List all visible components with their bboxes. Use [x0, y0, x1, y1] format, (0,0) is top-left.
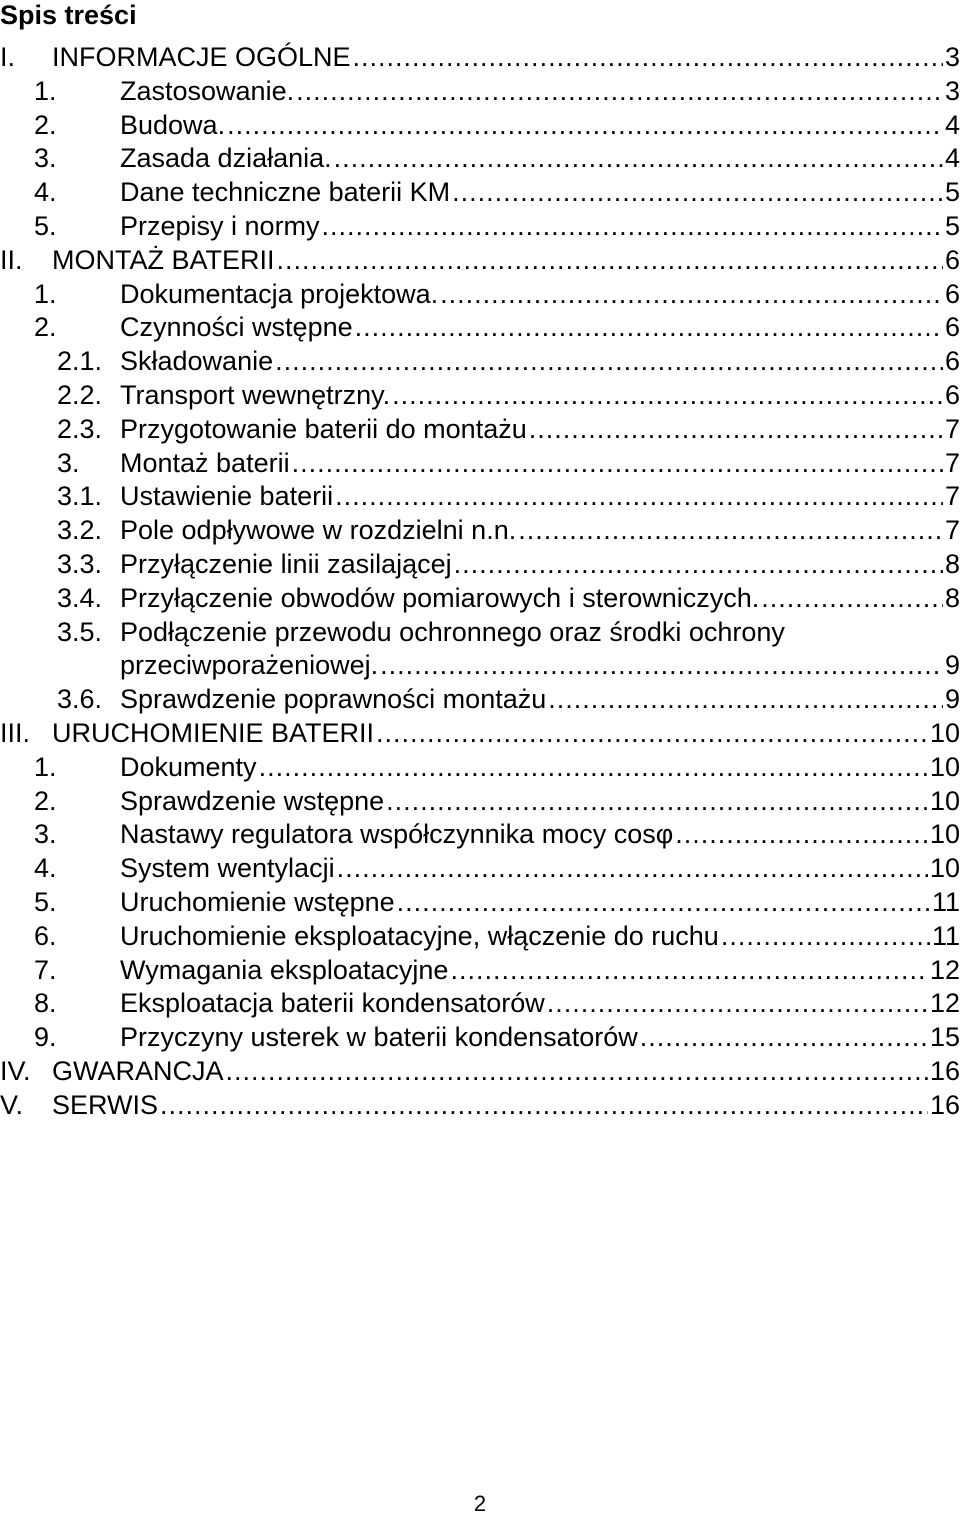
toc-entry-page: 6: [944, 278, 960, 309]
toc-entry-page: 16: [929, 1089, 960, 1120]
toc-entry-page: 6: [944, 346, 960, 377]
dot-leader: [374, 716, 928, 750]
toc-entry[interactable]: [0, 108, 960, 142]
toc-entry-title: Wymagania eksploatacyjne: [120, 954, 449, 985]
dot-leader: [335, 851, 928, 885]
toc-entry-page: 10: [929, 819, 960, 850]
toc-entry-page: 10: [929, 853, 960, 884]
toc-entry-page: 10: [929, 785, 960, 816]
toc-entry-page: 6: [944, 312, 960, 343]
toc-entry-number: 3.5.: [57, 616, 103, 647]
toc-entry-page: 7: [944, 447, 960, 478]
toc-entry-title: Ustawienie baterii: [120, 481, 334, 512]
toc-entry-page: 5: [944, 210, 960, 241]
dot-leader: [395, 885, 930, 919]
toc-entry-number: 2.1.: [57, 346, 103, 377]
dot-leader: [450, 175, 943, 209]
toc-entry-title: Podłączenie przewodu ochronnego oraz środki ochrony: [120, 616, 785, 647]
toc-entry-page: 10: [929, 751, 960, 782]
toc-entry[interactable]: [0, 175, 960, 209]
dot-leader: [448, 953, 928, 987]
toc-entry[interactable]: [0, 378, 960, 412]
toc-entry-number: IV.: [0, 1055, 31, 1086]
dot-leader: [275, 243, 943, 277]
toc-entry-title: URUCHOMIENIE BATERII: [52, 717, 375, 748]
toc-entry-title: Sprawdzenie wstępne: [120, 785, 385, 816]
dot-leader: [294, 74, 943, 108]
toc-entry-title: Składowanie: [120, 346, 274, 377]
toc-entry-page: 3: [944, 75, 960, 106]
toc-entry-number: 3.: [34, 143, 57, 174]
toc-entry-number: 4.: [34, 177, 57, 208]
toc-entry-page: 7: [944, 413, 960, 444]
toc-entry-page: 4: [944, 143, 960, 174]
toc-entry-title: Zasada działania.: [120, 143, 332, 174]
toc-entry-continuation[interactable]: [0, 648, 960, 682]
toc-entry-page: 12: [929, 988, 960, 1019]
toc-entry[interactable]: [0, 682, 960, 716]
toc-entry[interactable]: [0, 513, 960, 547]
dot-leader: [438, 277, 943, 311]
toc-entry-title: SERWIS: [52, 1089, 159, 1120]
toc-entry-page: 5: [944, 177, 960, 208]
toc-entry-page: 8: [944, 548, 960, 579]
toc-entry-title: Eksploatacja baterii kondensatorów: [120, 988, 545, 1019]
toc-entry[interactable]: [0, 750, 960, 784]
toc-entry-number: 3.2.: [57, 515, 103, 546]
toc-entry-title: Czynności wstępne: [120, 312, 353, 343]
dot-leader: [719, 919, 930, 953]
dot-leader: [333, 479, 943, 513]
toc-entry[interactable]: [0, 986, 960, 1020]
toc-entry[interactable]: [0, 310, 960, 344]
toc-entry-page: 11: [931, 920, 960, 951]
toc-entry-number: 5.: [34, 886, 57, 917]
dot-leader: [351, 40, 943, 74]
toc-entry-number: 1.: [34, 75, 57, 106]
toc-entry[interactable]: [0, 547, 960, 581]
toc-entry-number: 7.: [34, 954, 57, 985]
toc-entry-page: 4: [944, 109, 960, 140]
toc-entry[interactable]: [0, 919, 960, 953]
toc-entry[interactable]: [0, 1020, 960, 1054]
toc-entry-number: 9.: [34, 1022, 57, 1053]
dot-leader: [673, 817, 928, 851]
toc-entry-page: 8: [944, 582, 960, 613]
toc-entry-number: 1.: [34, 751, 57, 782]
toc-entry-title: Uruchomienie wstępne: [120, 886, 395, 917]
toc-entry-page: 11: [931, 886, 960, 917]
toc-entry[interactable]: [0, 40, 960, 74]
page-number: 2: [473, 1491, 487, 1516]
toc-entry-title: Dokumenty: [120, 751, 257, 782]
dot-leader: [257, 750, 928, 784]
toc-entry-page: 16: [929, 1055, 960, 1086]
dot-leader: [290, 446, 943, 480]
toc-entry-title: Przyłączenie linii zasilającej: [120, 548, 452, 579]
dot-leader: [545, 986, 928, 1020]
toc-entry-title: Przyłączenie obwodów pomiarowych i sterowniczych.: [120, 582, 760, 613]
dot-leader: [452, 547, 943, 581]
dot-leader: [378, 648, 943, 682]
toc-entry-number: 3.: [34, 819, 57, 850]
toc-entry-title: Przyczyny usterek w baterii kondensatorów: [120, 1022, 638, 1053]
toc-entry-page: 7: [944, 481, 960, 512]
toc-entry-title: Uruchomienie eksploatacyjne, włączenie do ruchu: [120, 920, 719, 951]
toc-entry-page: 3: [944, 42, 960, 72]
toc-entry-number: 3.3.: [57, 548, 103, 579]
toc-entry-title: Budowa.: [120, 109, 226, 140]
toc-entry-number: 6.: [34, 920, 57, 951]
toc-entry-page: 9: [944, 684, 960, 715]
toc-entry-page: 9: [944, 650, 960, 681]
dot-leader: [390, 378, 943, 412]
dot-leader: [759, 581, 943, 615]
toc-entry-page: 6: [944, 244, 960, 275]
toc-entry-page: 6: [944, 379, 960, 410]
toc-entry-number: V.: [0, 1089, 24, 1120]
toc-entry-title: System wentylacji: [120, 853, 335, 884]
dot-leader: [224, 1054, 928, 1088]
toc-entry[interactable]: [0, 209, 960, 243]
toc-entry[interactable]: [0, 615, 960, 649]
toc-entry-number: II.: [0, 244, 23, 275]
toc-entry-title: Sprawdzenie poprawności montażu: [120, 684, 547, 715]
toc-entry[interactable]: [0, 1054, 960, 1088]
dot-leader: [516, 513, 943, 547]
toc-entry-number: I.: [0, 42, 16, 72]
dot-leader: [546, 682, 943, 716]
toc-entry-title: GWARANCJA: [52, 1055, 224, 1086]
toc-entry-page: 10: [929, 717, 960, 748]
toc-entry-number: 3.4.: [57, 582, 103, 613]
toc-entry-title: Przygotowanie baterii do montażu: [120, 413, 527, 444]
toc-entry-page: 12: [929, 954, 960, 985]
toc-entry[interactable]: [0, 784, 960, 818]
toc-entry-title: Pole odpływowe w rozdzielni n.n.: [120, 515, 517, 546]
toc-entry-title-continuation: przeciwporażeniowej.: [120, 650, 379, 681]
toc-entry-title: Zastosowanie.: [120, 75, 295, 106]
toc-entry-title: Nastawy regulatora współczynnika mocy cosφ: [120, 819, 674, 850]
toc-entry-number: 2.: [34, 109, 57, 140]
toc-entry[interactable]: [0, 581, 960, 615]
toc-entry[interactable]: [0, 141, 960, 175]
toc-entry[interactable]: [0, 851, 960, 885]
toc-entry-number: 3.1.: [57, 481, 103, 512]
toc-entry-title: Przepisy i normy: [120, 210, 320, 241]
toc-entry[interactable]: [0, 243, 960, 277]
dot-leader: [273, 344, 943, 378]
toc-entry[interactable]: [0, 479, 960, 513]
dot-leader: [332, 141, 943, 175]
toc-entry-number: 3.6.: [57, 684, 103, 715]
toc-entry-title: Dane techniczne baterii KM: [120, 177, 451, 208]
toc-entry[interactable]: [0, 446, 960, 480]
toc-entry-title: INFORMACJE OGÓLNE: [52, 42, 351, 72]
dot-leader: [527, 412, 943, 446]
table-of-contents: [0, 40, 960, 1122]
toc-entry[interactable]: [0, 277, 960, 311]
dot-leader: [225, 108, 943, 142]
page-title: Spis treści: [0, 0, 137, 30]
toc-entry-number: 2.3.: [57, 413, 103, 444]
toc-entry[interactable]: [0, 817, 960, 851]
toc-entry-page: 15: [929, 1022, 960, 1053]
toc-entry-title: Transport wewnętrzny.: [120, 379, 391, 410]
toc-entry-number: 4.: [34, 853, 57, 884]
dot-leader: [353, 310, 943, 344]
toc-entry[interactable]: [0, 412, 960, 446]
toc-entry[interactable]: [0, 716, 960, 750]
toc-entry-title: Dokumentacja projektowa.: [120, 278, 439, 309]
toc-entry-number: 1.: [34, 278, 57, 309]
toc-entry-number: III.: [0, 717, 31, 748]
toc-entry-number: 2.2.: [57, 379, 103, 410]
toc-entry[interactable]: [0, 1088, 960, 1122]
toc-entry-page: 7: [944, 515, 960, 546]
toc-entry[interactable]: [0, 885, 960, 919]
toc-entry[interactable]: [0, 953, 960, 987]
toc-entry-title: Montaż baterii: [120, 447, 290, 478]
toc-entry[interactable]: [0, 344, 960, 378]
toc-entry-title: MONTAŻ BATERII: [52, 244, 275, 275]
dot-leader: [638, 1020, 928, 1054]
dot-leader: [384, 784, 928, 818]
dot-leader: [320, 209, 943, 243]
dot-leader: [158, 1088, 928, 1122]
toc-entry-number: 2.: [34, 312, 57, 343]
toc-entry-number: 3.: [57, 447, 80, 478]
toc-entry-number: 5.: [34, 210, 57, 241]
toc-entry[interactable]: [0, 74, 960, 108]
toc-entry-number: 8.: [34, 988, 57, 1019]
toc-entry-number: 2.: [34, 785, 57, 816]
